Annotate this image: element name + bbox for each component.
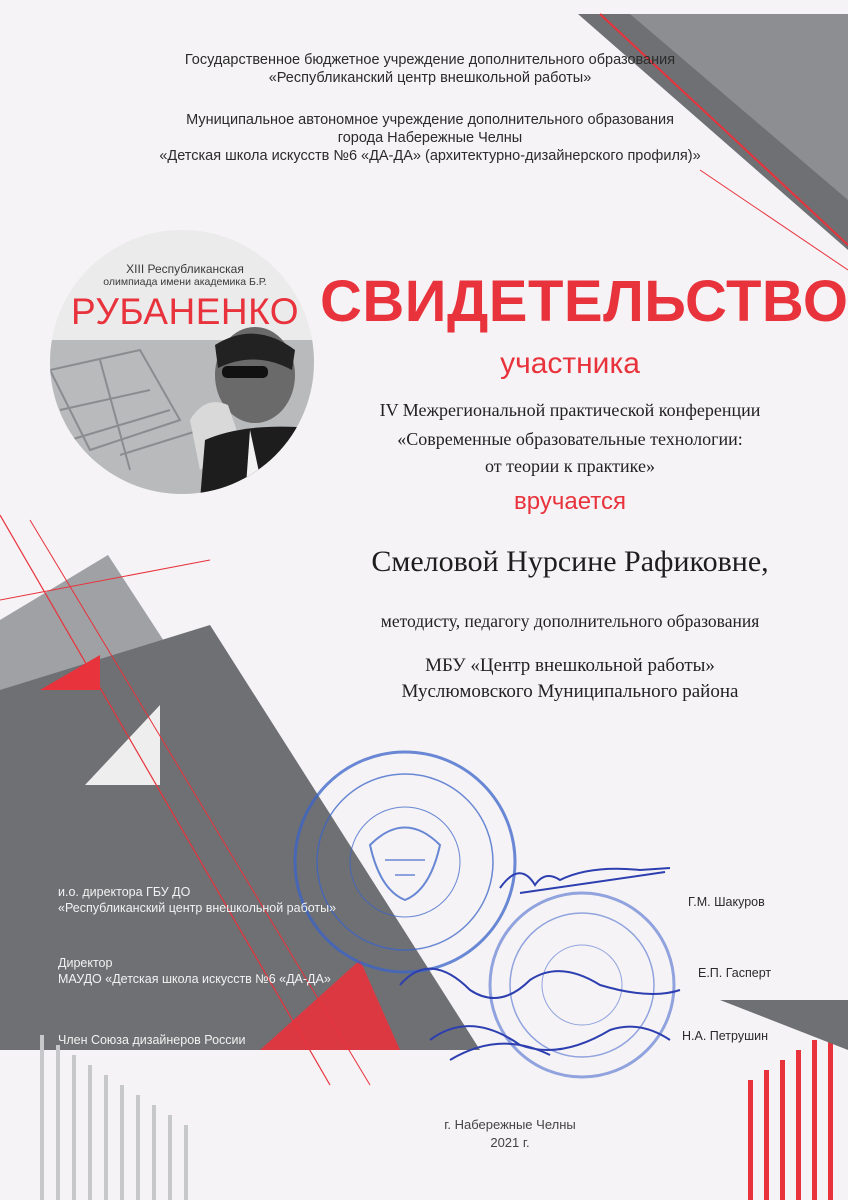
event-line2: «Современные образовательные технологии: xyxy=(397,429,743,449)
emblem-line2: олимпиада имени академика Б.Р. xyxy=(103,276,267,288)
signature3-role: Член Союза дизайнеров России xyxy=(58,1033,246,1047)
org2-line2: города Набережные Челны xyxy=(337,130,523,146)
signature2-role-line2: МАУДО «Детская школа искусств №6 «ДА-ДА» xyxy=(58,972,331,986)
signature2-name: Е.П. Гасперт xyxy=(698,966,772,980)
signature2-role-line1: Директор xyxy=(58,956,113,970)
org2-line3: «Детская школа искусств №6 «ДА-ДА» (архитектурно-дизайнерского профиля)» xyxy=(159,148,701,164)
footer-city: г. Набережные Челны xyxy=(444,1117,576,1132)
stamp-left xyxy=(295,752,515,972)
event-line3: от теории к практике» xyxy=(485,456,655,476)
signature1-name: Г.М. Шакуров xyxy=(688,895,765,909)
emblem-name: РУБАНЕНКО xyxy=(70,291,300,332)
org1-line1: Государственное бюджетное учреждение дополнительного образования xyxy=(184,52,676,68)
recipient-org-line1: МБУ «Центр внешкольной работы» xyxy=(425,655,715,676)
org2-line1: Муниципальное автономное учреждение дополнительного образования xyxy=(186,112,674,128)
emblem-line1: XIII Республиканская xyxy=(126,262,244,276)
awarded-label: вручается xyxy=(514,488,626,515)
recipient-name: Смеловой Нурсине Рафиковне, xyxy=(371,545,769,578)
signature1-role-line2: «Республиканский центр внешкольной работы» xyxy=(58,901,337,915)
event-line1: IV Межрегиональной практической конференции xyxy=(379,400,761,420)
recipient-position: методисту, педагогу дополнительного образования xyxy=(380,611,760,631)
signature3-name: Н.А. Петрушин xyxy=(682,1029,769,1043)
recipient-org-line2: Муслюмовского Муниципального района xyxy=(401,681,739,702)
certificate-title: СВИДЕТЕЛЬСТВО xyxy=(320,269,848,334)
stamp-right xyxy=(490,893,674,1077)
footer-year: 2021 г. xyxy=(490,1135,530,1150)
certificate-subtitle: участника xyxy=(500,347,640,380)
signature1-role-line1: и.о. директора ГБУ ДО xyxy=(58,885,191,899)
org1-line2: «Республиканский центр внешкольной работы» xyxy=(268,70,592,86)
